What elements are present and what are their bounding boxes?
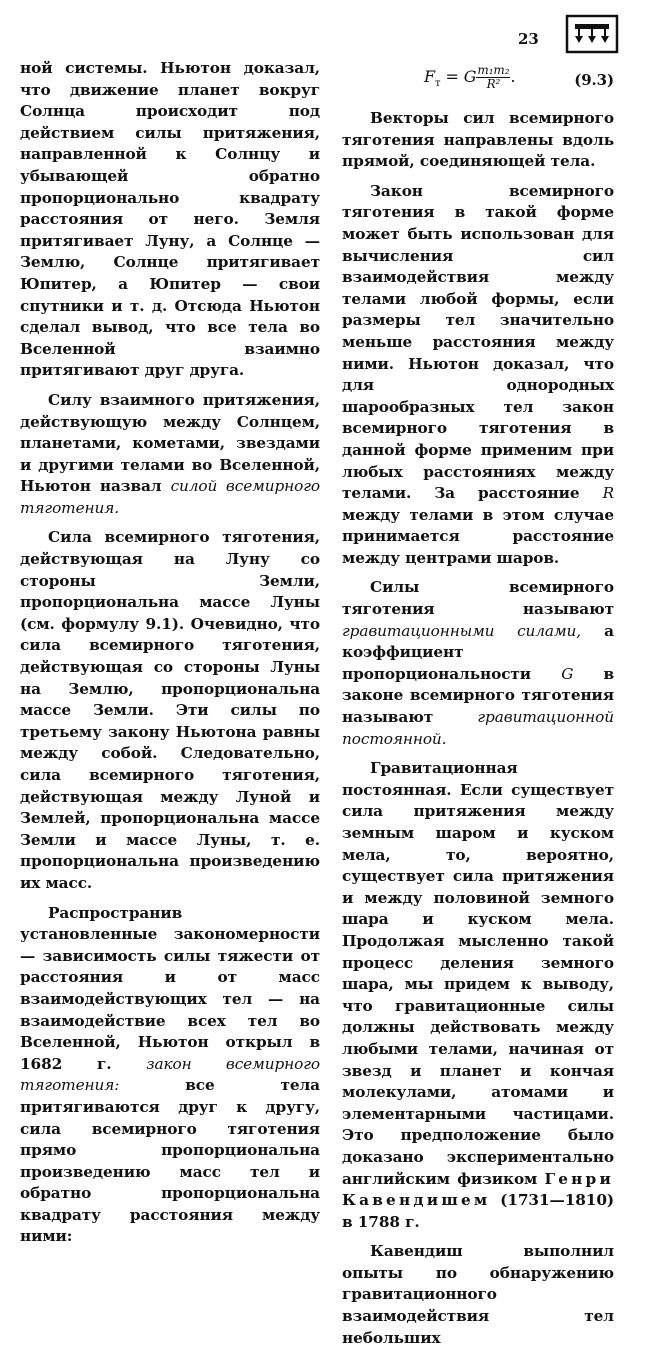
formula-lhs: F: [424, 67, 436, 86]
formula-number: (9.3): [574, 71, 614, 89]
paragraph: [20, 390, 320, 520]
term-gravity-force: силой всемирного тяготения.: [20, 477, 320, 517]
paragraph-text: в законе всемирного тяготения называют: [342, 664, 614, 727]
paragraph: [342, 181, 614, 570]
variable-r: R: [602, 484, 614, 503]
term-gravitational-constant: гравитационной постоянной.: [342, 708, 614, 748]
person-name: Генри Кавендишем: [342, 1169, 614, 1210]
paragraph-text: Если существует сила притяжения между земным шаром и куском мела, то, вероятно, существует сила притяжения и между половиной земного шара и куском мела. Продолжая мысленно такой процесс деления земного шара, мы придем к выводу, что гравитационные силы должны действовать между любыми телами, начиная от звезд и планет и кончая молекулами, атомами и элементарными частицами. Это предположение было доказано экспериментально английским физиком: [342, 780, 614, 1188]
paragraph: Кавендиш выполнил опыты по обнаружению гравитационного взаимодействия тел небольших: [342, 1242, 614, 1347]
paragraph-text: все тела притягиваются друг к другу, сила всемирного тяготения прямо пропорциональна произведению масс тел и обратно пропорциональна квадрату расстояния между ними:: [20, 1076, 320, 1246]
paragraph-text: Силу взаимного притяжения, действующую между Солнцем, планетами, кометами, звездами и другими телами во Вселенной, Ньютон назвал: [20, 390, 320, 496]
formula-lhs-subscript: т: [435, 78, 441, 90]
paragraph: [20, 903, 320, 1249]
formula-9-3: [342, 58, 614, 98]
paragraph-text: между телами в этом случае принимается расстояние между центрами шаров.: [342, 505, 614, 567]
variable-g: G: [561, 664, 574, 683]
paragraph-text: а коэффициент пропорциональности: [342, 621, 614, 683]
formula-tail: .: [510, 67, 516, 86]
formula-fraction: [476, 64, 510, 91]
paragraph: Сила всемирного тяготения, действующая на Луну со стороны Земли, пропорциональна массе Луны (см. формулу 9.1). Очевидно, что сила всемирного тяготения, действующая со стороны Луны на Землю, пропорциональна массе Земли. Эти силы по третьему закону Ньютона равны между собой. Следовательно, сила всемирного тяготения, действующая между Луной и Землей, пропорциональна массе Земли и массе Луны, т. е. пропорциональна произведению их масс.: [20, 528, 320, 892]
paragraph: ной системы. Ньютон доказал, что движение планет вокруг Солнца происходит под действием силы притяжения, направленной к Солнцу и убывающей обратно пропорционально квадрату расстояния от него. Земля притягивает Луну, а Солнце — Землю, Солнце притягивает Юпитер, а Юпитер — свои спутники и т. д. Отсюда Ньютон сделал вывод, что все тела во Вселенной взаимно притягивают друг друга.: [20, 59, 320, 380]
formula-numerator: m₁m₂: [477, 63, 510, 77]
term-gravitational-forces: гравитационными силами,: [342, 621, 582, 640]
paragraph: [342, 577, 614, 750]
right-column: [342, 58, 614, 1357]
paragraph-text: Силы всемирного тяготения называют: [342, 578, 614, 619]
chapter-marker-icon: [565, 14, 619, 54]
formula-denominator: R²: [486, 77, 501, 91]
paragraph-text: Закон всемирного тяготения в такой форме может быть использован для вычисления сил взаимодействия между телами любой формы, если размеры тел значительно меньше расстояния между ними. Ньютон доказал, что для однородных шарообразных тел закон всемирного тяготения в данной форме применим при любых расстояниях между телами. За расстояние: [342, 181, 614, 503]
section-heading: Гравитационная постоянная.: [342, 759, 518, 799]
paragraph-text: Распространив установленные закономерности — зависимость силы тяжести от расстояния и от масс взаимодействующих тел — на взаимодействие всех тел во Вселенной, Ньютон открыл в 1682 г.: [20, 903, 320, 1073]
formula-eq: = G: [440, 67, 477, 86]
left-column: [20, 58, 320, 1256]
formula-expression: [424, 64, 515, 95]
paragraph: [342, 758, 614, 1233]
paragraph-text: (1731—1810) в 1788 г.: [342, 1191, 614, 1231]
term-law-of-gravitation: закон всемирного тяготения:: [20, 1054, 320, 1095]
paragraph: Векторы сил всемирного тяготения направлены вдоль прямой, соединяющей тела.: [342, 109, 614, 171]
page-number: 23: [518, 30, 539, 48]
